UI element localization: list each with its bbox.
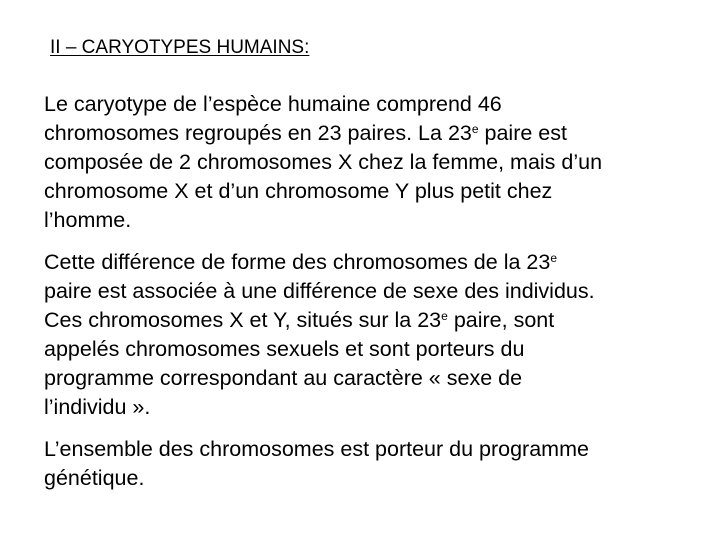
- text-line: paire est associée à une différence de sexe des individus.: [44, 279, 595, 303]
- text-line: L’ensemble des chromosomes est porteur du programme: [44, 437, 589, 461]
- slide-title: II – CARYOTYPES HUMAINS:: [50, 37, 310, 58]
- text-line: [44, 248, 684, 277]
- text-line: génétique.: [44, 466, 145, 490]
- text-line: programme correspondant au caractère « sexe de: [44, 366, 523, 390]
- text-line: [44, 306, 684, 335]
- paragraph-sex-chromosomes: [44, 248, 684, 422]
- text-segment: paire, sont: [447, 308, 555, 332]
- text-line: Le caryotype de l’espèce humaine comprend 46: [44, 92, 502, 116]
- text-line: l’individu ».: [44, 395, 151, 419]
- text-line: appelés chromosomes sexuels et sont porteurs du: [44, 337, 525, 361]
- superscript-e: e: [441, 309, 448, 323]
- superscript-e: e: [550, 251, 558, 265]
- text-line: [44, 119, 684, 148]
- text-segment: Ces chromosomes X et Y, situés sur la 23: [44, 308, 442, 332]
- text-line: chromosome X et d’un chromosome Y plus petit chez: [44, 179, 553, 203]
- text-line: l’homme.: [44, 208, 132, 232]
- text-segment: chromosomes regroupés en 23 paires. La 23: [44, 121, 472, 145]
- text-line: composée de 2 chromosomes X chez la femme, mais d’un: [44, 150, 603, 174]
- text-segment: Cette différence de forme des chromosomes de la 23: [44, 250, 551, 274]
- superscript-e: e: [471, 122, 479, 136]
- paragraph-genetic-program: [44, 435, 684, 493]
- paragraph-caryotype: [44, 90, 684, 235]
- text-segment: paire est: [478, 121, 567, 145]
